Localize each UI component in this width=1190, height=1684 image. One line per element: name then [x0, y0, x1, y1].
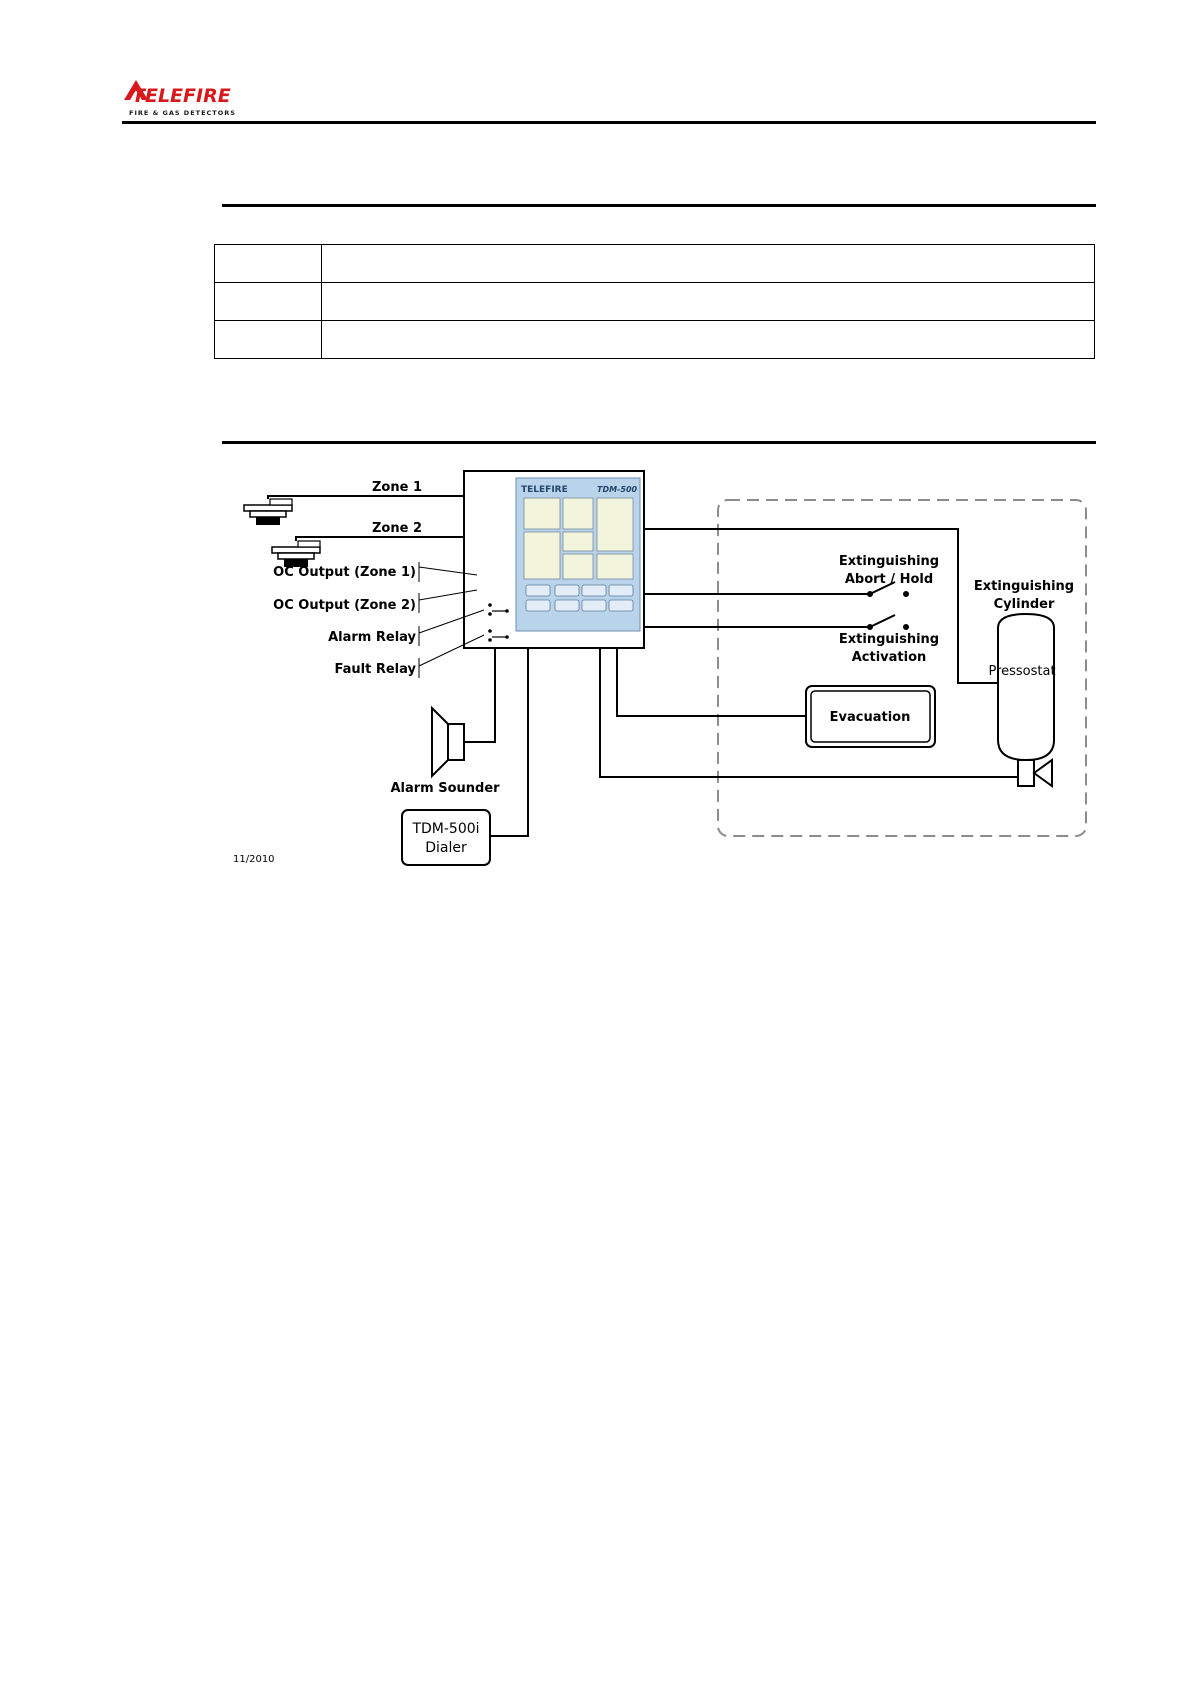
table-cell [322, 321, 1095, 359]
evacuation-label: Evacuation [829, 710, 911, 725]
abort-hold-label-line-2: Abort / Hold [844, 572, 934, 587]
extinguishing-cylinder-icon [998, 614, 1054, 786]
table-cell [215, 321, 322, 359]
table-row [215, 321, 1095, 359]
cylinder-label-line-2: Cylinder [993, 597, 1055, 612]
panel-brand-label: TELEFIRE [521, 485, 568, 495]
table-row [215, 283, 1095, 321]
logo-tagline: FIRE & GAS DETECTORS [129, 109, 236, 117]
diagram-date: 11/2010 [233, 854, 275, 865]
pressostat-label: Pressostat [988, 664, 1056, 679]
logo-wordmark: TELEFIRE [132, 85, 231, 107]
alarm-sounder-label: Alarm Sounder [390, 781, 500, 796]
zone-2-label: Zone 2 [372, 521, 423, 536]
table-cell [215, 245, 322, 283]
dialer-label-line-2: Dialer [425, 840, 467, 856]
abort-hold-label-line-1: Extinguishing [838, 554, 940, 569]
smoke-detector-1-icon [244, 499, 292, 525]
wiring-diagram [222, 458, 1102, 868]
sounder-wire [464, 648, 495, 742]
zone-1-wire [268, 496, 464, 499]
header-rule [122, 121, 1096, 124]
evacuation-wire [617, 648, 806, 716]
dialer-box [402, 810, 490, 865]
telefire-logo [122, 78, 242, 118]
activation-switch-icon [867, 615, 909, 630]
table-row [215, 245, 1095, 283]
wiring-diagram-svg [222, 458, 1102, 868]
cylinder-label-line-1: Extinguishing [973, 579, 1075, 594]
alarm-sounder-icon [432, 708, 464, 776]
activation-label-line-2: Activation [851, 650, 927, 665]
fault-relay-label: Fault Relay [334, 662, 416, 677]
alarm-relay-label: Alarm Relay [328, 630, 416, 645]
oc-output-zone-1-label: OC Output (Zone 1) [273, 565, 416, 580]
table-cell [215, 283, 322, 321]
revision-table [214, 244, 1095, 359]
table-cell [322, 245, 1095, 283]
zone-2-wire [296, 537, 464, 541]
smoke-detector-2-icon [272, 541, 320, 567]
pressostat-wire [644, 529, 1012, 683]
panel-indicator-cards [524, 498, 633, 579]
dialer-label-line-1: TDM-500i [412, 821, 480, 837]
panel-model-label: TDM-500 [597, 485, 638, 494]
activation-label-line-1: Extinguishing [838, 632, 940, 647]
section-rule [222, 441, 1096, 444]
table-cell [322, 283, 1095, 321]
oc-output-zone-2-label: OC Output (Zone 2) [273, 598, 416, 613]
zone-1-label: Zone 1 [372, 480, 423, 495]
section-rule [222, 204, 1096, 207]
